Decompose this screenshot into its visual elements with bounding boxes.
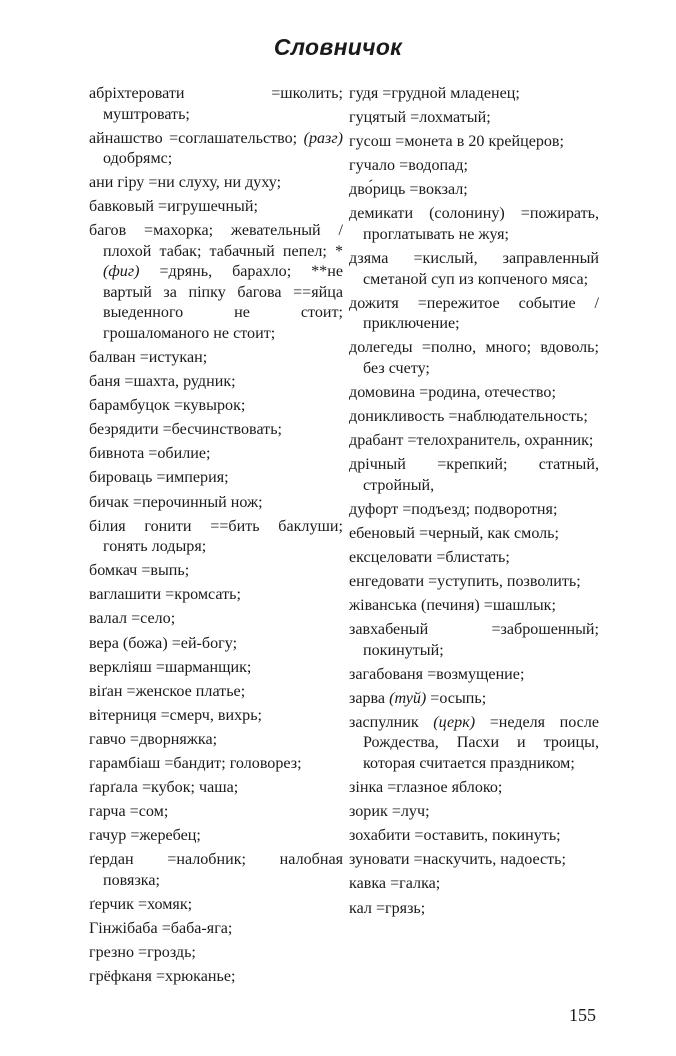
glossary-entry	[349, 689, 599, 710]
entry-definition: ==бить баклуши; гонять лодыря;	[103, 517, 343, 556]
entry-definition: =глазное яблоко;	[387, 779, 503, 797]
glossary-entry	[89, 444, 343, 465]
entry-definition: =пережитое событие / приключение;	[363, 294, 599, 333]
entry-headword: дуфорт	[349, 500, 399, 518]
glossary-entry	[349, 180, 599, 201]
entry-headword: енгедовати	[349, 573, 425, 590]
entry-definition: =кромсать;	[165, 586, 241, 604]
entry-definition: =шашлык;	[483, 597, 556, 615]
glossary-entry	[89, 850, 343, 891]
entry-definition: =дворняжка;	[129, 730, 218, 748]
glossary-entry	[349, 899, 599, 920]
entry-definition: =вокзал;	[409, 181, 468, 199]
entry-headword: зінка	[349, 779, 384, 797]
entry-definition: =наблюдательность;	[448, 407, 588, 425]
glossary-entry	[349, 572, 599, 593]
entry-definition-cont: =дрянь, барахло; **не вартый за піпку багова ==яйца выеденного не стоит; грошаломаного не стоит;	[103, 263, 343, 342]
glossary-entry	[89, 730, 343, 751]
glossary-entry	[349, 548, 599, 569]
glossary-entry	[89, 493, 343, 514]
glossary-entry	[349, 500, 599, 521]
glossary-entry	[349, 431, 599, 452]
entry-label: (туй)	[389, 689, 427, 707]
entry-headword: балван	[89, 348, 136, 366]
entry-definition: =махорка; жевательный / плохой табак; табачный пепел; *	[103, 222, 343, 260]
entry-headword: дзяма	[349, 250, 389, 268]
entry-headword: зарва	[349, 689, 386, 707]
entry-definition: =грязь;	[375, 899, 426, 917]
entry-definition: =подъезд; подворотня;	[402, 500, 558, 518]
entry-headword: білия гонити	[89, 517, 192, 535]
entry-headword: жіванська (печиня)	[349, 597, 480, 615]
glossary-entry	[89, 634, 343, 655]
entry-headword: гусош	[349, 133, 392, 151]
glossary-entry	[89, 517, 343, 558]
entry-headword: вітерниця	[89, 706, 157, 724]
entry-headword: ґерчик	[89, 895, 134, 913]
entry-definition: =ей-богу;	[171, 634, 238, 652]
entry-headword: зорик	[349, 803, 388, 821]
glossary-entry	[89, 129, 343, 170]
glossary-entry	[89, 967, 343, 988]
entry-definition: =империя;	[156, 469, 229, 487]
entry-definition: =заброшенный; покинутый;	[363, 621, 599, 659]
page-title: Словничок	[273, 34, 403, 60]
entry-headword: безрядити	[89, 421, 159, 439]
entry-headword: бавковый	[89, 198, 155, 216]
entry-definition: =хрюканье;	[155, 968, 236, 986]
entry-definition: =телохранитель, охранник;	[407, 432, 594, 450]
entry-definition: =лохматый;	[410, 109, 491, 127]
entry-definition: =шарманщик;	[155, 658, 252, 676]
glossary-entry	[349, 850, 599, 871]
entry-headword: грезно	[89, 944, 135, 962]
glossary-entry	[89, 372, 343, 393]
glossary-entry	[89, 706, 343, 727]
entry-headword: гавчо	[89, 730, 126, 748]
entry-definition: =жеребец;	[130, 827, 201, 845]
entry-headword: Гінжібаба	[89, 920, 158, 938]
glossary-entry	[89, 221, 343, 344]
entry-definition: =обилие;	[148, 445, 211, 463]
glossary-entry	[349, 713, 599, 775]
glossary-entry	[349, 204, 599, 245]
entry-headword: домовина	[349, 383, 416, 401]
glossary-entry	[349, 407, 599, 428]
entry-label: (фиг)	[103, 263, 140, 281]
entry-headword: гачур	[89, 827, 127, 845]
glossary-entry	[89, 943, 343, 964]
entry-headword: доникливость	[349, 407, 445, 425]
entry-headword: дожитя	[349, 294, 399, 312]
entry-definition: =блистать;	[436, 548, 510, 566]
glossary-entry	[349, 249, 599, 290]
entry-headword: гучало	[349, 157, 396, 175]
glossary-entry	[89, 173, 343, 194]
entry-headword: вера (божа)	[89, 634, 168, 652]
entry-definition: =соглашательство;	[169, 129, 298, 147]
glossary-entry	[89, 895, 343, 916]
glossary-entry	[89, 561, 343, 582]
glossary-entry	[89, 609, 343, 630]
entry-headword: драбант	[349, 432, 404, 450]
glossary-entry	[89, 585, 343, 606]
glossary-entry	[89, 682, 343, 703]
entry-definition: =истукан;	[139, 348, 208, 366]
entry-headword: ґердан	[89, 851, 134, 869]
glossary-entry	[89, 420, 343, 441]
entry-definition: =село;	[131, 610, 176, 628]
glossary-entry	[349, 108, 599, 129]
entry-definition: =шахта, рудник;	[124, 373, 236, 391]
entry-definition: =черный, как смоль;	[418, 524, 559, 542]
entry-headword: абріхтеровати	[89, 85, 185, 102]
entry-definition: =ни слуху, ни духу;	[148, 174, 282, 192]
entry-definition-cont: одобрямс;	[103, 150, 173, 168]
entry-headword: грёфканя	[89, 968, 152, 986]
entry-headword: ваглашити	[89, 586, 162, 604]
glossary-entry	[349, 338, 599, 379]
entry-definition: =гроздь;	[138, 944, 196, 962]
entry-headword: барамбуцок	[89, 397, 170, 415]
entry-headword: бомкач	[89, 562, 138, 580]
entry-headword: віґан	[89, 682, 123, 700]
glossary-entry	[349, 874, 599, 895]
entry-definition: =школить; муштровать;	[103, 85, 343, 123]
glossary-entry	[349, 156, 599, 177]
entry-headword: дрічный	[349, 456, 406, 474]
entry-headword: ґарґала	[89, 779, 138, 797]
entry-headword: бичак	[89, 493, 129, 511]
glossary-entry	[349, 826, 599, 847]
entry-headword: заспулник	[349, 713, 419, 731]
entry-definition: =родина, отечество;	[419, 383, 556, 401]
entry-definition: =смерч, вихрь;	[160, 706, 263, 724]
entry-definition: =оставить, покинуть;	[414, 827, 561, 845]
entry-headword: айнашство	[89, 129, 163, 147]
entry-definition: =женское платье;	[126, 682, 246, 700]
entry-headword: дво́риць	[349, 181, 406, 199]
glossary-entry	[349, 665, 599, 686]
glossary-entry	[89, 658, 343, 679]
entry-headword: веркліяш	[89, 658, 152, 676]
entry-headword: бироваць	[89, 469, 153, 487]
entry-headword: долегеды	[349, 339, 413, 357]
entry-headword: завхабеный	[349, 621, 429, 639]
entry-headword: ебеновый	[349, 524, 415, 542]
entry-definition: =сом;	[129, 803, 169, 821]
entry-definition: =монета в 20 крейцеров;	[395, 133, 565, 151]
glossary-entry	[89, 84, 343, 125]
glossary-entry	[89, 754, 343, 775]
glossary-entry	[349, 455, 599, 496]
entry-definition: =бесчинствовать;	[162, 421, 283, 439]
entry-definition-cont: =осыпь;	[430, 689, 487, 707]
glossary-entry	[89, 778, 343, 799]
entry-headword: гарамбіаш	[89, 754, 161, 772]
entry-headword: гарча	[89, 803, 126, 821]
glossary-entry	[349, 84, 599, 105]
entry-definition: =игрушечный;	[158, 198, 258, 216]
glossary-entry	[349, 294, 599, 335]
entry-headword: зуновати	[349, 851, 410, 869]
entry-headword: ани гіру	[89, 174, 145, 192]
entry-definition: =налобник; налобная повязка;	[103, 851, 343, 889]
right-column	[349, 84, 599, 923]
entry-headword: загабованя	[349, 665, 424, 683]
glossary-entry	[89, 396, 343, 417]
entry-definition: =водопад;	[399, 157, 468, 175]
entry-definition: =перочинный нож;	[132, 493, 263, 511]
glossary-entry	[89, 802, 343, 823]
page-number: 155	[569, 1005, 596, 1025]
entry-definition: =выпь;	[141, 562, 190, 580]
glossary-entry	[349, 383, 599, 404]
entry-definition: =пожирать, проглатывать не жуя;	[363, 205, 599, 243]
left-column	[89, 84, 343, 991]
glossary-entry	[89, 197, 343, 218]
entry-definition-cont: =неделя после Рождества, Пасхи и троицы, которая считается праздником;	[363, 713, 600, 772]
entry-headword: кал	[349, 899, 372, 917]
glossary-entry	[349, 524, 599, 545]
entry-headword: зохабити	[349, 827, 411, 845]
entry-headword: баня	[89, 373, 121, 391]
entry-definition: =галка;	[390, 875, 441, 893]
glossary-entry	[349, 620, 599, 661]
entry-definition: =луч;	[391, 803, 430, 821]
entry-headword: валал	[89, 610, 128, 628]
entry-headword: ексцеловати	[349, 548, 433, 566]
entry-definition: =кубок; чаша;	[141, 779, 239, 797]
entry-definition: =хомяк;	[138, 895, 193, 913]
glossary-entry	[349, 802, 599, 823]
glossary-entry	[349, 132, 599, 153]
entry-headword: гудя	[349, 85, 379, 102]
glossary-entry	[349, 778, 599, 799]
entry-definition: =кувырок;	[173, 397, 246, 415]
entry-headword: бивнота	[89, 445, 145, 463]
entry-definition: =грудной младенец;	[382, 85, 520, 102]
entry-definition: =возмущение;	[427, 665, 525, 683]
entry-definition: =уступить, позволить;	[428, 573, 581, 590]
entry-definition: =баба-яга;	[161, 920, 233, 938]
entry-definition: =крепкий; статный, стройный,	[363, 456, 599, 494]
entry-headword: кавка	[349, 875, 387, 893]
entry-definition: =полно, много; вдоволь; без счету;	[363, 339, 599, 377]
entry-headword: багов	[89, 222, 127, 240]
glossary-entry	[89, 919, 343, 940]
entry-headword: гуцятый	[349, 109, 407, 127]
glossary-entry	[89, 468, 343, 489]
entry-label: (церк)	[433, 713, 476, 731]
entry-headword: демикати (солонину)	[349, 205, 505, 223]
glossary-entry	[349, 596, 599, 617]
glossary-entry	[89, 348, 343, 369]
entry-definition: =кислый, заправленный сметаной суп из копченого мяса;	[363, 250, 599, 288]
glossary-entry	[89, 826, 343, 847]
entry-label: (разг)	[303, 129, 343, 147]
entry-definition: =бандит; головорез;	[164, 754, 302, 772]
entry-definition: =наскучить, надоесть;	[413, 851, 566, 869]
